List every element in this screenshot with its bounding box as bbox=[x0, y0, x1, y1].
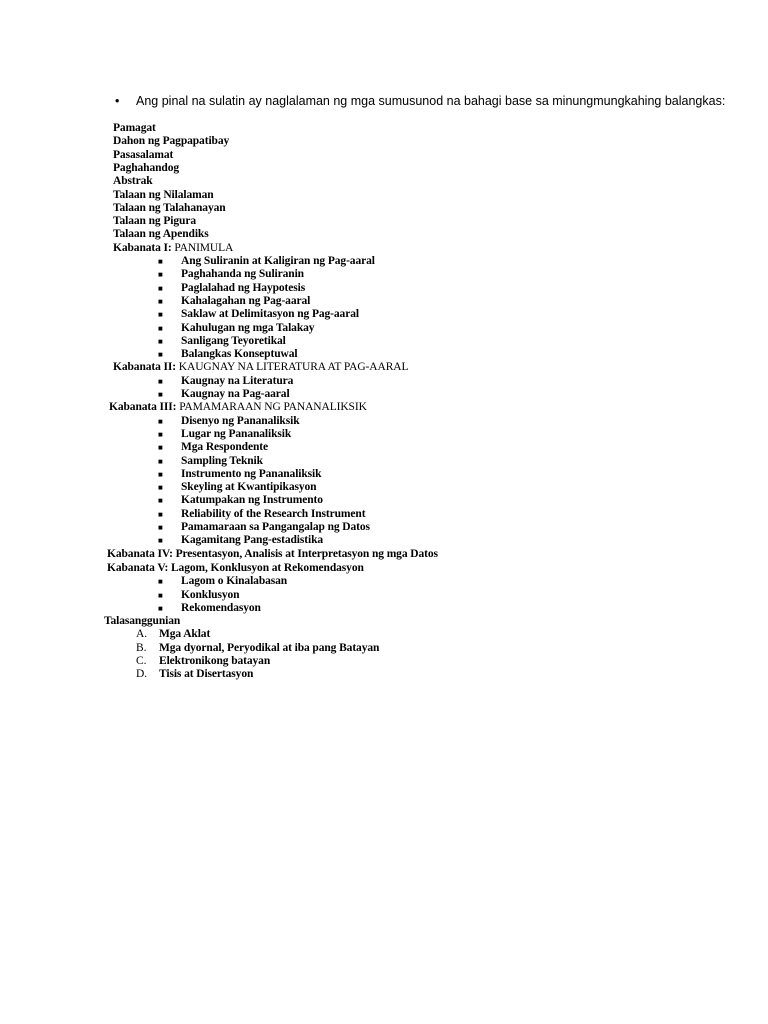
chapter-3-item: Lugar ng Pananaliksik bbox=[181, 427, 292, 440]
chapter-5-item: Rekomendasyon bbox=[181, 601, 261, 614]
chapter-3-item: Katumpakan ng Instrumento bbox=[181, 494, 323, 507]
chapter-3-item: Sampling Teknik bbox=[181, 454, 263, 467]
square-bullet-icon: ■ bbox=[158, 469, 163, 479]
intro-text: Ang pinal na sulatin ay naglalaman ng mga sumusunod na bahagi base sa minungmungkahing balangkas: bbox=[136, 94, 726, 108]
front-matter-item: Abstrak bbox=[113, 175, 153, 188]
chapter-3-heading bbox=[109, 401, 367, 414]
square-bullet-icon: ■ bbox=[158, 310, 163, 320]
chapter-3-item: Pamamaraan sa Pangangalap ng Datos bbox=[181, 521, 370, 533]
reference-item: Mga dyornal, Peryodikal at iba pang Batayan bbox=[159, 641, 380, 654]
square-bullet-icon: ■ bbox=[158, 270, 163, 280]
front-matter-item: Pasasalamat bbox=[113, 148, 174, 161]
chapter-1-item: Kahalagahan ng Pag-aaral bbox=[181, 294, 311, 307]
chapter-2-item: Kaugnay na Literatura bbox=[181, 374, 294, 387]
chapter-2-item: Kaugnay na Pag-aaral bbox=[181, 388, 290, 400]
square-bullet-icon: ■ bbox=[158, 523, 163, 532]
references-heading: Talasanggunian bbox=[104, 615, 181, 628]
front-matter-item: Talaan ng Pigura bbox=[113, 215, 196, 228]
square-bullet-icon: ■ bbox=[158, 296, 163, 306]
chapter-3-item: Disenyo ng Pananaliksik bbox=[181, 414, 300, 427]
chapter-4-heading: Kabanata IV: Presentasyon, Analisis at Interpretasyon ng mga Datos bbox=[107, 548, 438, 560]
chapter-1-item: Paghahanda ng Suliranin bbox=[181, 268, 304, 281]
square-bullet-icon: ■ bbox=[158, 323, 163, 333]
reference-item: Elektronikong batayan bbox=[159, 655, 271, 667]
chapter-1-heading bbox=[113, 242, 233, 255]
front-matter-item: Talaan ng Nilalaman bbox=[113, 188, 214, 201]
chapter-1-item: Balangkas Konseptuwal bbox=[181, 348, 298, 361]
chapter-2-title: KAUGNAY NA LITERATURA AT PAG-AARAL bbox=[178, 361, 409, 374]
chapter-3-prefix: Kabanata III: bbox=[109, 401, 180, 414]
chapter-1-item: Ang Suliranin at Kaligiran ng Pag-aaral bbox=[181, 255, 375, 267]
chapter-2-heading bbox=[113, 361, 408, 374]
chapter-1-item: Sanligang Teyoretikal bbox=[181, 334, 286, 347]
chapter-1-item: Saklaw at Delimitasyon ng Pag-aaral bbox=[181, 308, 359, 321]
square-bullet-icon: ■ bbox=[158, 590, 163, 600]
front-matter-item: Talaan ng Apendiks bbox=[113, 228, 209, 241]
chapter-3-item: Skeyling at Kwantipikasyon bbox=[181, 481, 317, 494]
front-matter-item: Paghahandog bbox=[113, 161, 180, 174]
square-bullet-icon: ■ bbox=[158, 577, 163, 587]
square-bullet-icon: ■ bbox=[158, 456, 163, 466]
chapter-5-heading: Kabanata V: Lagom, Konklusyon at Rekomendasyon bbox=[107, 561, 364, 574]
front-matter-item: Talaan ng Talahanayan bbox=[113, 201, 226, 214]
chapter-1-item: Paglalahad ng Haypotesis bbox=[181, 281, 306, 294]
square-bullet-icon: ■ bbox=[158, 536, 163, 546]
square-bullet-icon: ■ bbox=[158, 416, 163, 426]
reference-item: Mga Aklat bbox=[159, 628, 211, 641]
square-bullet-icon: ■ bbox=[158, 509, 163, 519]
chapter-2-prefix: Kabanata II: bbox=[113, 361, 179, 374]
chapter-5-item: Lagom o Kinalabasan bbox=[181, 575, 288, 588]
bullet-icon: • bbox=[115, 94, 120, 108]
chapter-3-item: Mga Respondente bbox=[181, 441, 268, 454]
chapter-1-title: PANIMULA bbox=[174, 241, 234, 254]
square-bullet-icon: ■ bbox=[158, 429, 163, 439]
chapter-3-item: Kagamitang Pang-estadistika bbox=[181, 534, 324, 547]
front-matter-item: Dahon ng Pagpapatibay bbox=[113, 135, 230, 148]
reference-label: C. bbox=[136, 655, 147, 667]
square-bullet-icon: ■ bbox=[158, 603, 163, 613]
chapter-3-item: Instrumento ng Pananaliksik bbox=[181, 467, 322, 480]
reference-item: Tisis at Disertasyon bbox=[159, 668, 254, 681]
reference-label: B. bbox=[136, 641, 147, 654]
square-bullet-icon: ■ bbox=[158, 283, 163, 293]
chapter-1-prefix: Kabanata I: bbox=[113, 241, 175, 254]
square-bullet-icon: ■ bbox=[158, 376, 163, 386]
chapter-1-item: Kahulugan ng mga Talakay bbox=[181, 321, 315, 334]
square-bullet-icon: ■ bbox=[158, 390, 163, 399]
square-bullet-icon: ■ bbox=[158, 350, 163, 360]
chapter-5-item: Konklusyon bbox=[181, 588, 240, 601]
reference-label: A. bbox=[136, 628, 148, 641]
chapter-3-title: PAMAMARAAN NG PANANALIKSIK bbox=[179, 401, 367, 414]
square-bullet-icon: ■ bbox=[158, 496, 163, 506]
square-bullet-icon: ■ bbox=[158, 443, 163, 453]
reference-label: D. bbox=[136, 668, 148, 681]
front-matter-item: Pamagat bbox=[113, 122, 156, 134]
square-bullet-icon: ■ bbox=[158, 257, 163, 266]
square-bullet-icon: ■ bbox=[158, 336, 163, 346]
chapter-3-item: Reliability of the Research Instrument bbox=[181, 507, 366, 520]
square-bullet-icon: ■ bbox=[158, 483, 163, 493]
